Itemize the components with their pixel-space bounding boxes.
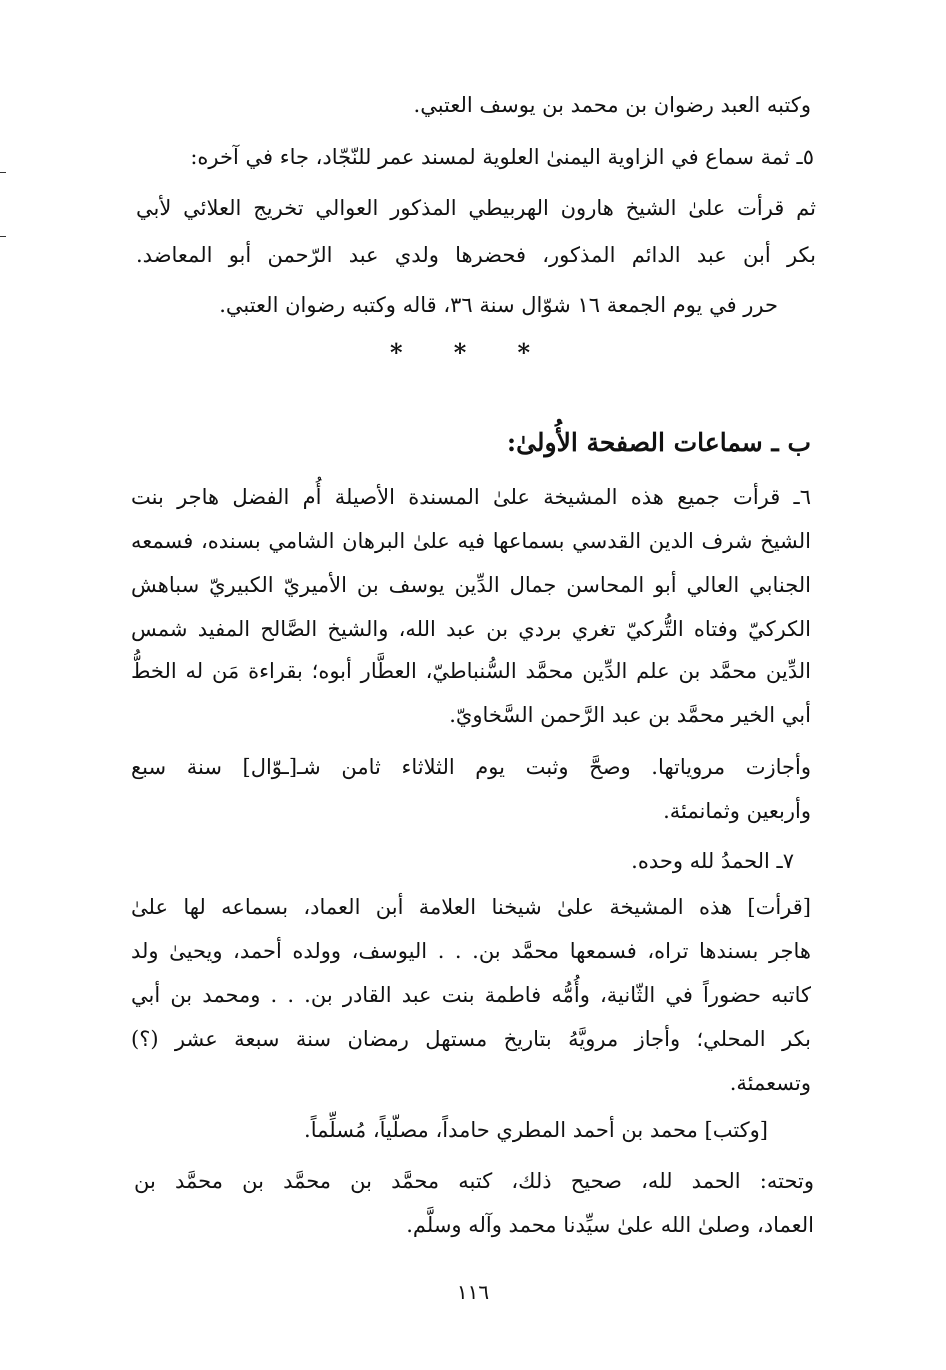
text-line: الجنابي العالي أبو المحاسن جمال الدِّين يوسف بن الأميريّ الكبيريّ سباهش [131,573,811,597]
text-line: بكر أبن عبد الدائم المذكور، فحضرها ولدي عبد الرّحمن أبو المعاضد. [136,243,816,267]
page-number: ١١٦ [456,1280,490,1304]
text-line: [وكتب] محمد بن أحمد المطري حامداً، مصلّياً، مُسلِّماً. [304,1118,768,1142]
text-line: كاتبه حضوراً في الثّانية، وأُمُّه فاطمة بنت عبد القادر بن. . . ومحمد بن أبي [131,983,811,1007]
text-line: وكتبه العبد رضوان بن محمد بن يوسف العتبي. [413,93,811,117]
text-line: وتسعمئة. [729,1071,811,1095]
text-line: الشيخ شرف الدين القدسي بسماعها فيه علىٰ البرهان الشامي بسنده، فسمعه [131,529,811,553]
text-line: وأجازت مروياتها. وصحَّ وثبت يوم الثلاثاء ثامن شـ[ـوّال] سنة سبع [131,755,811,779]
text-line: أبي الخير محمَّد بن عبد الرَّحمن السَّخاويّ. [449,703,811,727]
separator-star: * [517,338,530,367]
text-line: الكركيّ وفتاه التُّركيّ تغري بردي بن عبد الله، والشيخ الصَّالح المفيد شمس [131,617,811,641]
text-line: ٧ـ الحمدُ لله وحده. [631,849,794,873]
section-separator [390,338,530,368]
separator-star: * [390,338,403,367]
text-line: ثم قرأت علىٰ الشيخ هارون الهربيطي المذكور العوالي تخريج العلائي لأبي [136,196,816,220]
text-line: وأربعين وثمانمئة. [663,799,811,823]
text-line: وتحته: الحمد لله، صحيح ذلك، كتبه محمَّد بن محمَّد بن محمَّد بن [134,1169,814,1193]
margin-mark [0,236,6,237]
text-line: [قرأت] هذه المشيخة علىٰ شيخنا العلامة أبن العماد، بسماعه لها علىٰ [131,895,811,919]
text-line: ٦ـ قرأت جميع هذه المشيخة علىٰ المسندة الأصيلة أُم الفضل هاجر بنت [131,485,811,509]
text-line: العماد، وصلىٰ الله علىٰ سيِّدنا محمد وآله وسلَّم. [406,1213,814,1237]
text-line: حرر في يوم الجمعة ١٦ شوّال سنة ٣٦، قاله وكتبه رضوان العتبي. [219,293,778,317]
text-line: ٥ـ ثمة سماع في الزاوية اليمنىٰ العلوية لمسند عمر للنّجّاد، جاء في آخره: [190,145,814,169]
text-line: هاجر بسندها تراه، فسمعها محمَّد بن. . . اليوسف، وولده أحمد، ويحيىٰ ولد [131,939,811,963]
separator-star: * [453,338,467,367]
text-line: الدِّين محمَّد بن علم الدِّين محمَّد السُّنباطيّ، العطَّار أبوه؛ بقراءة مَن له الخطُّ [131,659,811,683]
margin-mark [0,172,6,173]
text-line: بكر المحلي؛ وأجاز مرويَّهُ بتاريخ مستهل رمضان سنة سبعة عشر (؟) [131,1027,811,1051]
section-heading: ب ـ سماعات الصفحة الأُولىٰ: [506,428,811,457]
